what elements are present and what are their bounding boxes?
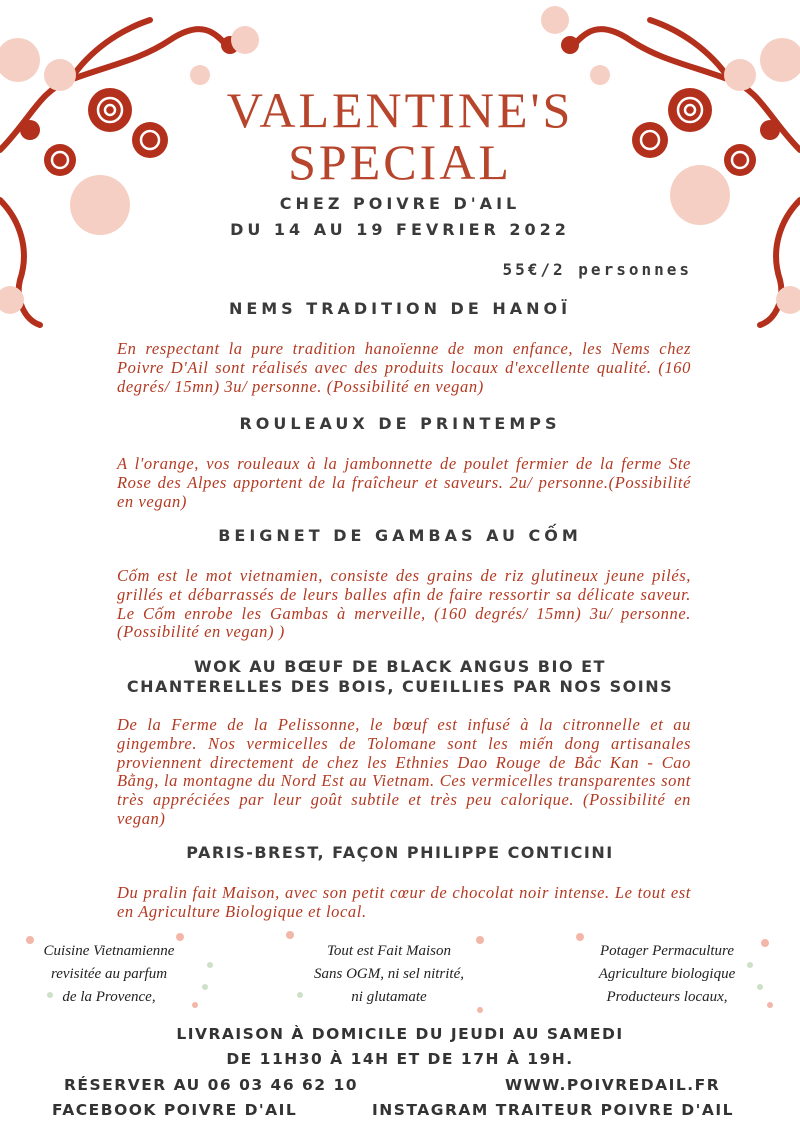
facebook-link[interactable]: FACEBOOK POIVRE D'AIL (52, 1101, 298, 1119)
feature-cuisine-line-3: de la Provence, (62, 989, 156, 1005)
price: 55€/2 personnes (502, 260, 692, 279)
restaurant-name: CHEZ POIVRE D'AIL (279, 194, 521, 213)
event-dates: DU 14 AU 19 FEVRIER 2022 (230, 220, 570, 239)
dish-description-paris-brest: Du pralin fait Maison, avec son petit cœur de chocolat noir intense. Le tout est en Agriculture Biologique et local. (117, 883, 691, 921)
dish-description-wok: De la Ferme de la Pelissonne, le bœuf est infusé à la citronnelle et au gingembre. Nos vermicelles de Tolomane sont les miến dong artisanales proviennent directement de chez les Ethnies Dao Rouge de Bắc Kan - Cao Bằng, la montagne du Nord Est au Vietnam. Ces vermicelles transparentes sont très appréciées par leur goût subtile et très peu calorique. (Possibilité en vegan) (117, 715, 691, 828)
feature-fait-maison (294, 940, 484, 1009)
dish-description-nems: En respectant la pure tradition hanoïenne de mon enfance, les Nems chez Poivre D'Ail sont réalisés avec des produits locaux d'excellente qualité. (160 degrés/ 15mn) 3u/ personne. (Possibilité en vegan) (117, 339, 691, 396)
title-line-1: VALENTINE'S (226, 82, 574, 138)
feature-cuisine (14, 940, 204, 1009)
dish-description-beignet: Cốm est le mot vietnamien, consiste des grains de riz glutineux jeune pilés, grillés et débarrassés de leurs balles afin de faire ressortir sa délicate saveur. Le Cốm enrobe les Gambas à merveille, (160 degrés/ 15mn) 3u/ personne.(Possibilité en vegan) ) (117, 566, 691, 642)
feature-potager-line-1: Potager Permaculture (600, 943, 734, 959)
feature-cuisine-line-2: revisitée au parfum (50, 966, 168, 982)
feature-potager (572, 940, 762, 1009)
instagram-link[interactable]: INSTAGRAM TRAITEUR POIVRE D'AIL (372, 1101, 735, 1119)
feature-potager-line-3: Producteurs locaux, (606, 989, 728, 1005)
reservation-phone[interactable]: RÉSERVER AU 06 03 46 62 10 (64, 1076, 359, 1094)
feature-fait-maison-line-1: Tout est Fait Maison (326, 943, 452, 959)
dish-title-rouleaux: ROULEAUX DE PRINTEMPS (239, 414, 561, 433)
feature-cuisine-line-1: Cuisine Vietnamienne (43, 943, 175, 959)
dish-title-wok-line-2: CHANTERELLES DES BOIS, CUEILLIES PAR NOS SOINS (126, 677, 674, 696)
website-link[interactable]: WWW.POIVREDAIL.FR (505, 1076, 721, 1094)
dish-title-wok-line-1: WOK AU BŒUF DE BLACK ANGUS BIO ET (194, 657, 606, 676)
feature-fait-maison-line-3: ni glutamate (351, 989, 427, 1005)
delivery-days: LIVRAISON À DOMICILE DU JEUDI AU SAMEDI (176, 1025, 624, 1043)
delivery-hours: DE 11H30 À 14H ET DE 17H À 19H. (226, 1050, 574, 1068)
dish-title-paris-brest: PARIS-BREST, FAÇON PHILIPPE CONTICINI (186, 843, 614, 862)
dish-title-beignet: BEIGNET DE GAMBAS AU CỐM (218, 526, 582, 545)
title-line-2: SPECIAL (288, 134, 512, 190)
feature-potager-line-2: Agriculture biologique (598, 966, 736, 982)
feature-fait-maison-line-2: Sans OGM, ni sel nitrité, (314, 966, 464, 982)
dish-description-rouleaux: A l'orange, vos rouleaux à la jambonnette de poulet fermier de la ferme Ste Rose des Alpes apportent de la fraîcheur et saveurs. 2u/ personne.(Possibilité en vegan) (117, 454, 691, 511)
dish-title-nems: NEMS TRADITION DE HANOÏ (228, 299, 572, 318)
